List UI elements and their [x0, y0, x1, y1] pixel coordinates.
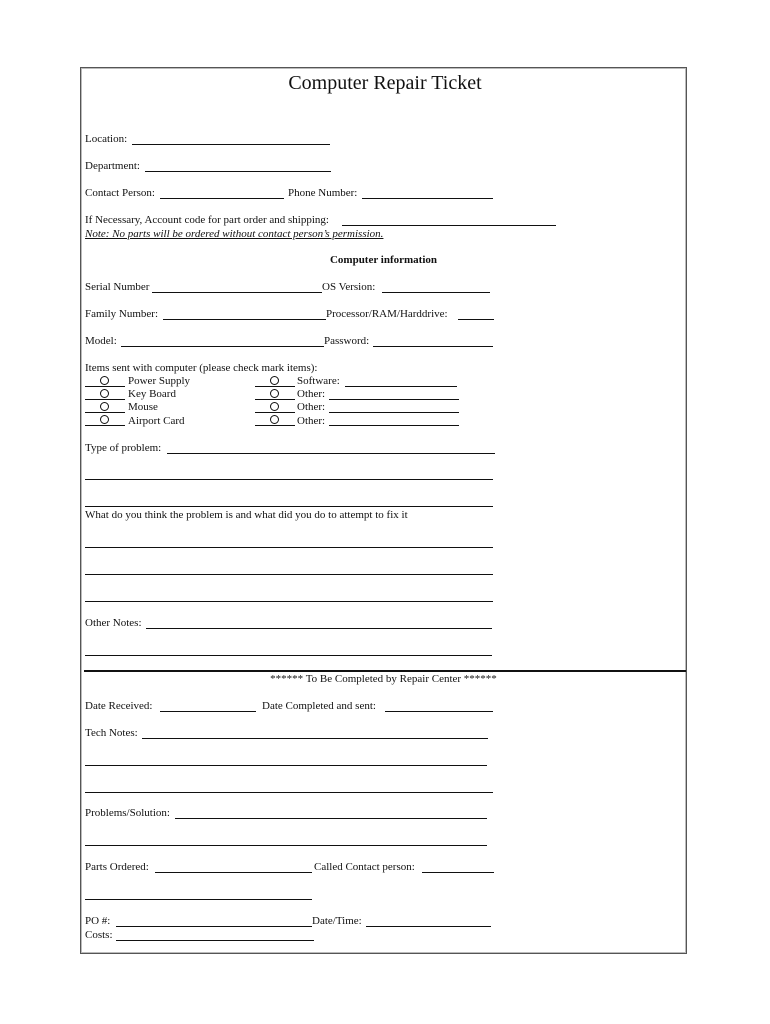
parts-ordered-label: Parts Ordered: [85, 861, 149, 873]
processor-field[interactable] [458, 319, 494, 320]
tech-notes-field[interactable] [142, 738, 488, 739]
item-check-line [255, 399, 295, 400]
radio-circle-icon[interactable] [270, 376, 279, 385]
radio-circle-icon[interactable] [100, 402, 109, 411]
blank-line[interactable] [85, 765, 487, 766]
item-label: Other: [297, 415, 326, 427]
department-field[interactable] [145, 171, 331, 172]
family-number-label: Family Number: [85, 308, 159, 320]
password-label: Password: [324, 335, 370, 347]
radio-circle-icon[interactable] [100, 376, 109, 385]
radio-circle-icon[interactable] [100, 389, 109, 398]
os-version-field[interactable] [382, 292, 490, 293]
phone-number-label: Phone Number: [288, 187, 358, 199]
blank-line[interactable] [85, 655, 492, 656]
blank-line[interactable] [85, 506, 493, 507]
processor-label: Processor/RAM/Harddrive: [326, 308, 448, 320]
tech-notes-label: Tech Notes: [85, 727, 138, 739]
serial-number-label: Serial Number [85, 281, 150, 293]
costs-label: Costs: [85, 929, 113, 941]
model-field[interactable] [121, 346, 324, 347]
account-code-field[interactable] [342, 225, 556, 226]
problems-solution-label: Problems/Solution: [85, 807, 170, 819]
blank-line[interactable] [85, 547, 493, 548]
other-field[interactable] [329, 412, 459, 413]
called-contact-field[interactable] [422, 872, 494, 873]
blank-line[interactable] [85, 792, 493, 793]
fix-attempt-label: What do you think the problem is and what did you do to attempt to fix it [85, 509, 408, 521]
item-check-line [255, 386, 295, 387]
location-field[interactable] [132, 144, 330, 145]
blank-line[interactable] [85, 574, 493, 575]
po-field[interactable] [116, 926, 312, 927]
costs-field[interactable] [116, 940, 314, 941]
account-code-label: If Necessary, Account code for part order and shipping: [85, 214, 329, 226]
date-time-label: Date/Time: [312, 915, 362, 927]
other-field[interactable] [329, 425, 459, 426]
item-check-line [85, 425, 125, 426]
other-notes-field[interactable] [146, 628, 492, 629]
department-label: Department: [85, 160, 140, 172]
item-check-line [85, 399, 125, 400]
item-check-line [85, 386, 125, 387]
item-label: Other: [297, 401, 326, 413]
type-of-problem-label: Type of problem: [85, 442, 162, 454]
repair-center-heading: ****** To Be Completed by Repair Center ****** [270, 673, 497, 685]
date-received-label: Date Received: [85, 700, 153, 712]
item-check-line [255, 425, 295, 426]
item-label: Other: [297, 388, 326, 400]
item-label: Software: [297, 375, 340, 387]
location-label: Location: [85, 133, 128, 145]
item-label: Mouse [128, 401, 158, 413]
permission-note: Note: No parts will be ordered without contact person’s permission. [85, 228, 384, 240]
phone-number-field[interactable] [362, 198, 493, 199]
blank-line[interactable] [85, 845, 487, 846]
form-title: Computer Repair Ticket [288, 72, 482, 94]
radio-circle-icon[interactable] [270, 389, 279, 398]
section-divider [84, 670, 686, 672]
date-completed-label: Date Completed and sent: [262, 700, 376, 712]
serial-number-field[interactable] [152, 292, 322, 293]
called-contact-label: Called Contact person: [314, 861, 415, 873]
item-check-line [85, 412, 125, 413]
other-field[interactable] [329, 399, 459, 400]
model-label: Model: [85, 335, 117, 347]
contact-person-field[interactable] [160, 198, 284, 199]
blank-line[interactable] [85, 899, 312, 900]
date-time-field[interactable] [366, 926, 491, 927]
item-label: Power Supply [128, 375, 191, 387]
blank-line[interactable] [85, 601, 493, 602]
parts-ordered-field[interactable] [155, 872, 312, 873]
type-of-problem-field[interactable] [167, 453, 495, 454]
software-field[interactable] [345, 386, 457, 387]
po-label: PO #: [85, 915, 111, 927]
password-field[interactable] [373, 346, 493, 347]
date-received-field[interactable] [160, 711, 256, 712]
radio-circle-icon[interactable] [270, 415, 279, 424]
item-check-line [255, 412, 295, 413]
radio-circle-icon[interactable] [100, 415, 109, 424]
blank-line[interactable] [85, 479, 493, 480]
family-number-field[interactable] [163, 319, 326, 320]
date-completed-field[interactable] [385, 711, 493, 712]
contact-person-label: Contact Person: [85, 187, 155, 199]
computer-info-heading: Computer information [329, 254, 438, 266]
item-label: Airport Card [128, 415, 185, 427]
radio-circle-icon[interactable] [270, 402, 279, 411]
other-notes-label: Other Notes: [85, 617, 142, 629]
problems-solution-field[interactable] [175, 818, 487, 819]
items-intro: Items sent with computer (please check mark items): [85, 362, 318, 374]
os-version-label: OS Version: [322, 281, 376, 293]
item-label: Key Board [128, 388, 176, 400]
